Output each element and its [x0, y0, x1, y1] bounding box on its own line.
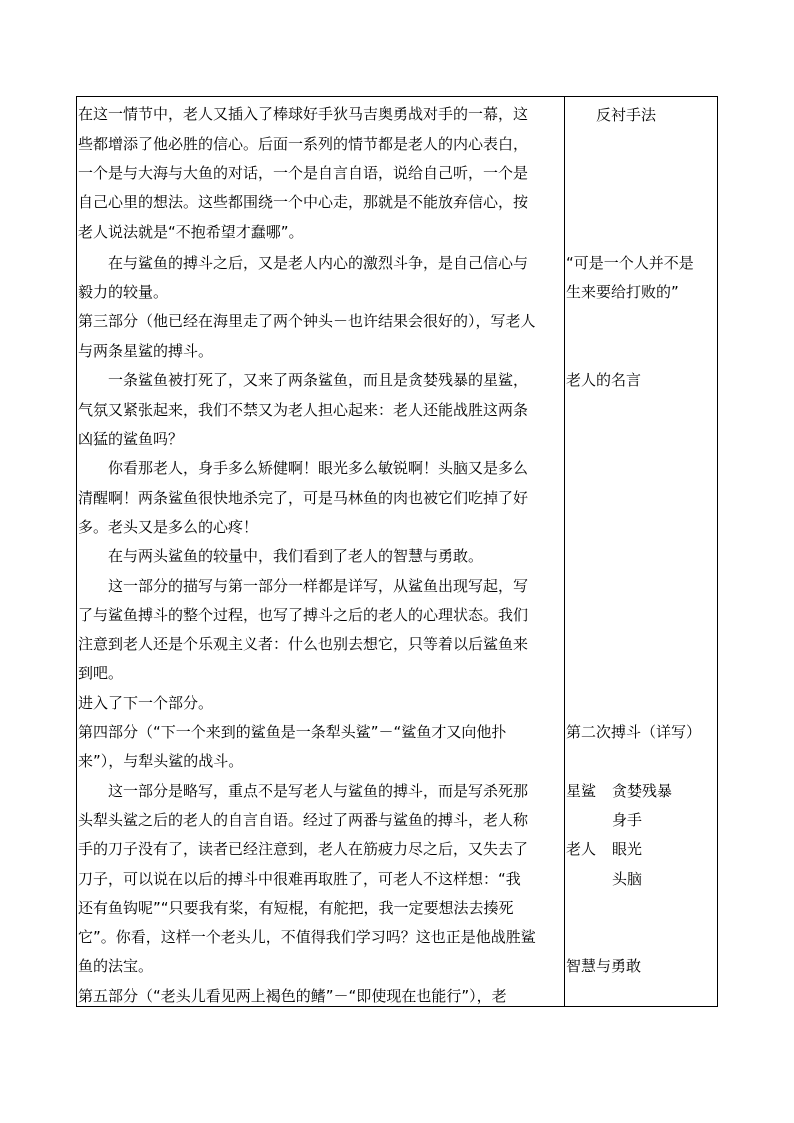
note-quote-line-2: 生来要给打败的” [566, 283, 679, 301]
text-line: 到吧。 [78, 664, 124, 682]
text-line: 你看那老人，身手多么矫健啊！眼光多么敏锐啊！头脑又是多么 [78, 459, 529, 477]
note-contrast: 反衬手法 [596, 106, 657, 124]
text-line: 第五部分（“老头儿看见两上褐色的鳍”－“即使现在也能行”），老 [78, 987, 507, 1005]
text-line: 头犁头鲨之后的老人的自言自语。经过了两番与鲨鱼的搏斗，老人称 [78, 811, 529, 829]
text-line: 自己心里的想法。这些都围绕一个中心走，那就是不能放弃信心，按 [78, 193, 529, 211]
note-quote-line-1: “可是一个人并不是 [566, 254, 694, 272]
text-line: 在与鲨鱼的搏斗之后，又是老人内心的激烈斗争，是自己信心与 [78, 254, 529, 272]
note-trait-eyes: 眼光 [612, 840, 643, 858]
content-table [76, 96, 718, 1007]
text-line: 进入了下一个部分。 [78, 694, 214, 712]
note-trait-mind: 头脑 [612, 870, 643, 888]
text-line: 老人说法就是“不抱希望才蠢哪”。 [78, 223, 304, 241]
note-wisdom: 智慧与勇敢 [566, 957, 642, 975]
text-line: 第三部分（他已经在海里走了两个钟头－也许结果会很好的），写老人 [78, 312, 536, 330]
text-line: 手的刀子没有了，读者已经注意到，老人在筋疲力尽之后，又失去了 [78, 840, 529, 858]
text-line: 这一部分是略写，重点不是写老人与鲨鱼的搏斗，而是写杀死那 [78, 782, 529, 800]
text-line: 鱼的法宝。 [78, 957, 154, 975]
text-line: 这一部分的描写与第一部分一样都是详写，从鲨鱼出现写起，写 [78, 577, 529, 595]
text-line: 在与两头鲨鱼的较量中，我们看到了老人的智慧与勇敢。 [78, 547, 484, 565]
note-famous-saying: 老人的名言 [566, 371, 642, 389]
text-line: 与两条星鲨的搏斗。 [78, 342, 214, 360]
text-line: 多。老头又是多么的心疼！ [78, 518, 259, 536]
text-line: 还有鱼钩呢”“只要我有桨，有短棍，有舵把，我一定要想法去揍死 [78, 899, 514, 917]
note-trait-agility: 身手 [612, 811, 643, 829]
column-divider [564, 97, 565, 1006]
text-line: 一个是与大海与大鱼的对话，一个是自言自语，说给自己听，一个是 [78, 164, 529, 182]
text-line: 凶猛的鲨鱼吗？ [78, 430, 184, 448]
text-line: 来”），与犁头鲨的战斗。 [78, 752, 244, 770]
text-line: 一条鲨鱼被打死了，又来了两条鲨鱼，而且是贪婪残暴的星鲨， [78, 371, 529, 389]
text-line: 第四部分（“下一个来到的鲨鱼是一条犁头鲨”－“鲨鱼才又向他扑 [78, 723, 507, 741]
note-old-man-label: 老人 [566, 840, 597, 858]
text-line: 它”。你看，这样一个老头儿，不值得我们学习吗？这也正是他战胜鲨 [78, 928, 536, 946]
text-line: 了与鲨鱼搏斗的整个过程，也写了搏斗之后的老人的心理状态。我们 [78, 606, 529, 624]
note-second-fight: 第二次搏斗（详写） [566, 723, 702, 741]
text-line: 气氛又紧张起来，我们不禁又为老人担心起来：老人还能战胜这两条 [78, 401, 529, 419]
text-line: 些都增添了他必胜的信心。后面一系列的情节都是老人的内心表白， [78, 135, 529, 153]
note-shark-trait: 贪婪残暴 [612, 782, 673, 800]
text-line: 在这一情节中，老人又插入了棒球好手狄马吉奥勇战对手的一幕，这 [78, 105, 529, 123]
note-shark-label: 星鲨 [566, 782, 597, 800]
text-line: 毅力的较量。 [78, 283, 169, 301]
text-line: 注意到老人还是个乐观主义者：什么也别去想它，只等着以后鲨鱼来 [78, 635, 529, 653]
text-line: 清醒啊！两条鲨鱼很快地杀完了，可是马林鱼的肉也被它们吃掉了好 [78, 489, 529, 507]
text-line: 刀子，可以说在以后的搏斗中很难再取胜了，可老人不这样想：“我 [78, 870, 521, 888]
